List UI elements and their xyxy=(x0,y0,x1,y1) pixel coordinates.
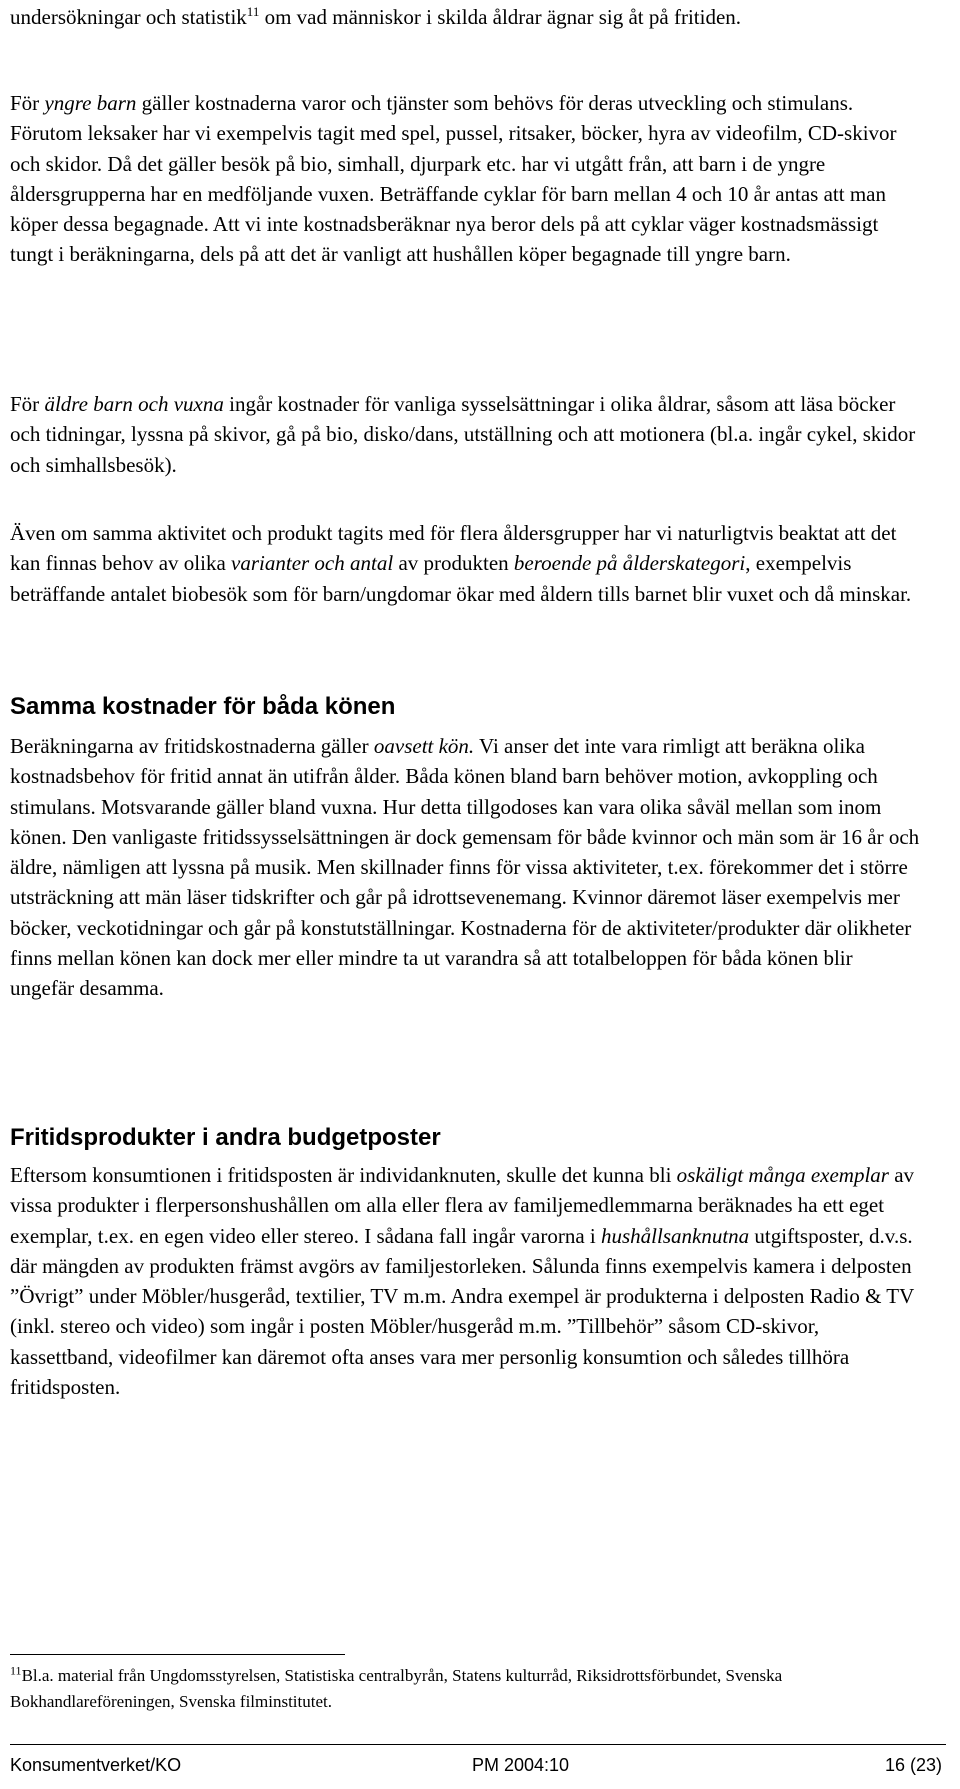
emphasis-text: äldre barn och vuxna xyxy=(44,392,224,416)
paragraph-text: , exempelvis beträffande antalet biobesök som för barn/ungdomar ökar med åldern tills barnet blir vuxet och då minskar. xyxy=(10,551,912,606)
emphasis-text: varianter och antal xyxy=(231,551,394,576)
paragraph-text: För xyxy=(10,91,45,115)
paragraph-intro-continuation xyxy=(10,2,920,32)
section-heading-other-budget-items: Fritidsprodukter i andra budgetposter xyxy=(10,1124,441,1151)
paragraph-text: Vi anser det inte vara rimligt att beräkna olika kostnadsbehov för fritid annat än utifrån ålder. Båda könen bland barn behöver motion, avkoppling och stimulans. Motsvarande gäller bland vuxna. Hur detta tillgodoses kan vara olika såväl mellan som inom könen. Den vanligaste fritidssysselsättningen är dock gemensam för både kvinnor och män som är 16 år och äldre, nämligen att lyssna på musik. Men skillnader finns för vissa aktiviteter, t.ex. förekommer det i större utsträckning att män läser tidskrifter och går på idrottsevenemang. Kvinnor däremot läser exempelvis mer böcker, veckotidningar och går på konstutställningar. Kostnaderna för de aktiviteter/produkter där olikheter finns mellan könen kan dock mer eller mindre ta ut varandra så att totalbeloppen för båda könen blir ungefär desamma. xyxy=(10,734,920,1001)
footnote-reference[interactable]: 11 xyxy=(246,4,260,19)
paragraph-text: undersökningar och statistik xyxy=(10,5,247,29)
emphasis-text: beroende på ålderskategori xyxy=(513,551,746,576)
emphasis-text: yngre barn xyxy=(44,91,137,115)
section-heading-same-costs: Samma kostnader för båda könen xyxy=(10,693,396,720)
emphasis-text: hushållsanknutna xyxy=(600,1223,750,1248)
footer-document-id: PM 2004:10 xyxy=(472,1755,570,1775)
paragraph-text: För xyxy=(10,392,45,416)
paragraph-text: av produkten xyxy=(393,551,514,576)
paragraph-text: om vad människor i skilda åldrar ägnar sig åt på fritiden. xyxy=(259,5,742,29)
paragraph-older-children-adults xyxy=(10,389,920,480)
paragraph-text: Eftersom konsumtionen i fritidsposten är individanknuten, skulle det kunna bli xyxy=(10,1163,677,1187)
paragraph-text: Beräkningarna av fritidskostnaderna gäller xyxy=(10,734,374,758)
footnote-text: Bl.a. material från Ungdomsstyrelsen, Statistiska centralbyrån, Statens kulturråd, Riksidrottsförbundet, Svenska Bokhandlareföreningen, Svenska filminstitutet. xyxy=(10,1666,783,1711)
footer-page-number: 16 (23) xyxy=(884,1755,942,1775)
emphasis-text: oavsett kön. xyxy=(373,734,475,758)
paragraph-younger-children xyxy=(10,88,920,270)
footnote-divider xyxy=(10,1654,345,1655)
paragraph-text: av vissa produkter i flerpersonshushållen om alla eller flera av familjemedlemmarna beräknades ha ett eget exemplar, t.ex. en egen video eller stereo. I sådana fall ingår varorna i xyxy=(10,1163,915,1248)
paragraph-text: Även om samma aktivitet och produkt tagits med för flera åldersgrupper har vi naturligtvis beaktat att det kan finnas behov av olika xyxy=(10,521,897,576)
footer-organization: Konsumentverket/KO xyxy=(10,1755,182,1775)
paragraph-household-products xyxy=(10,1160,920,1402)
paragraph-gender-costs xyxy=(10,731,920,1004)
paragraph-text: utgiftsposter, d.v.s. där mängden av produkten främst avgörs av familjestorleken. Sålunda finns exempelvis kamera i delposten ”Övrigt” under Möbler/husgeråd, textilier, TV m.m. Andra exempel är produkterna i delposten Radio & TV (inkl. stereo och video) som ingår i posten Möbler/husgeråd m.m. ”Tillbehör” såsom CD-skivor, kassettband, videofilmer kan däremot ofta anses vara mer personlig konsumtion och således tillhöra fritidsposten. xyxy=(10,1223,914,1400)
paragraph-text: gäller kostnaderna varor och tjänster som behövs för deras utveckling och stimulans. Förutom leksaker har vi exempelvis tagit med spel, pussel, ritsaker, böcker, hyra av videofilm, CD-skivor och skidor. Då det gäller besök på bio, simhall, djurpark etc. har vi utgått från, att barn i de yngre åldersgrupperna har en medföljande vuxen. Beträffande cyklar för barn mellan 4 och 10 år antas att man köper dessa begagnade. Att vi inte kostnadsberäknar nya beror dels på att cyklar väger kostnadsmässigt tungt i beräkningarna, dels på att det är vanligt att hushållen köper begagnade till yngre barn. xyxy=(10,91,897,267)
page-footer xyxy=(10,1753,946,1779)
emphasis-text: oskäligt många exemplar xyxy=(676,1163,889,1187)
footer-divider xyxy=(10,1744,946,1745)
paragraph-text: ingår kostnader för vanliga sysselsättningar i olika åldrar, såsom att läsa böcker och tidningar, lyssna på skivor, gå på bio, disko/dans, utställning och att motionera (bl.a. ingår cykel, skidor och simhallsbesök). xyxy=(10,392,916,477)
paragraph-variants-and-quantities xyxy=(10,518,920,609)
footnote xyxy=(10,1663,920,1715)
footnote-number: 11 xyxy=(10,1663,22,1678)
